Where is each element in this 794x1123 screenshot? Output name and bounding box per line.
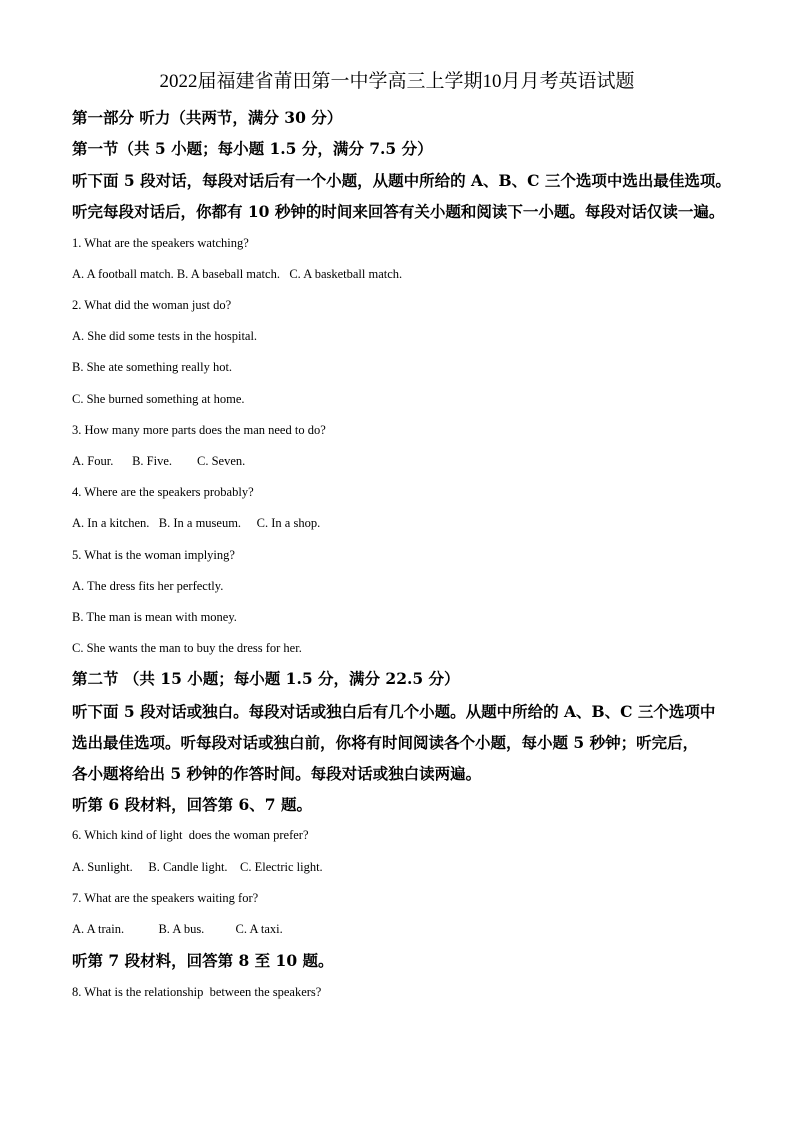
question-5: 5. What is the woman implying?: [72, 548, 235, 562]
question-4-options: A. In a kitchen. B. In a museum. C. In a shop.: [72, 516, 321, 530]
question-7: 7. What are the speakers waiting for?: [72, 891, 259, 905]
section1-instruction-line1: 听下面 5 段对话，每段对话后有一个小题，从题中所给的 A、B、C 三个选项中选出最佳选项。: [72, 171, 731, 190]
question-5-option-b: B. The man is mean with money.: [72, 610, 237, 624]
material-7-heading: 听第 7 段材料，回答第 8 至 10 题。: [72, 951, 334, 970]
question-2: 2. What did the woman just do?: [72, 298, 232, 312]
question-1-options: A. A football match. B. A baseball match. C. A basketball match.: [72, 267, 403, 281]
question-5-option-c: C. She wants the man to buy the dress for her.: [72, 641, 302, 655]
question-1: 1. What are the speakers watching?: [72, 236, 249, 250]
question-2-option-a: A. She did some tests in the hospital.: [72, 329, 258, 343]
section2-instruction-line2: 选出最佳选项。听每段对话或独白前，你将有时间阅读各个小题，每小题 5 秒钟；听完后，: [72, 733, 699, 752]
exam-title: 2022届福建省莆田第一中学高三上学期10月月考英语试题: [159, 71, 635, 92]
section2-instruction-line1: 听下面 5 段对话或独白。每段对话或独白后有几个小题。从题中所给的 A、B、C 三个选项中: [72, 702, 716, 721]
question-5-option-a: A. The dress fits her perfectly.: [72, 579, 224, 593]
material-6-heading: 听第 6 段材料，回答第 6、7 题。: [72, 795, 312, 814]
question-2-option-c: C. She burned something at home.: [72, 392, 245, 406]
section1-heading: 第一节（共 5 小题；每小题 1.5 分，满分 7.5 分）: [72, 139, 433, 158]
question-3-options: A. Four. B. Five. C. Seven.: [72, 454, 246, 468]
section2-instruction-line3: 各小题将给出 5 秒钟的作答时间。每段对话或独白读两遍。: [72, 764, 482, 783]
question-3: 3. How many more parts does the man need to do?: [72, 423, 326, 437]
question-6: 6. Which kind of light does the woman prefer?: [72, 828, 309, 842]
question-7-options: A. A train. B. A bus. C. A taxi.: [72, 922, 283, 936]
question-6-options: A. Sunlight. B. Candle light. C. Electric light.: [72, 860, 323, 874]
question-2-option-b: B. She ate something really hot.: [72, 360, 233, 374]
question-4: 4. Where are the speakers probably?: [72, 485, 254, 499]
section1-instruction-line2: 听完每段对话后，你都有 10 秒钟的时间来回答有关小题和阅读下一小题。每段对话仅读一遍。: [72, 202, 725, 221]
question-8: 8. What is the relationship between the speakers?: [72, 985, 322, 999]
part1-heading: 第一部分 听力（共两节，满分 30 分）: [72, 108, 343, 127]
section2-heading: 第二节 （共 15 小题；每小题 1.5 分，满分 22.5 分）: [72, 669, 460, 688]
